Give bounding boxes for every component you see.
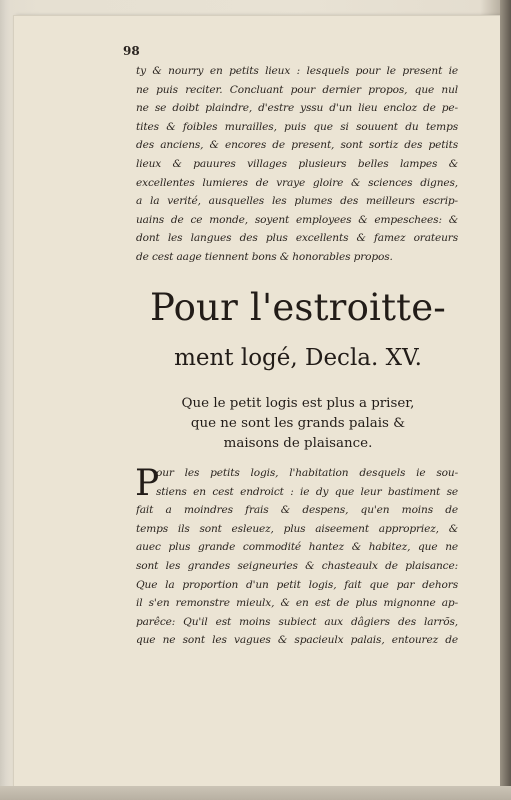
heading-line-1: Pour l'estroitte- (149, 286, 447, 329)
text-line: fait a moindres frais & despens, qu'en moins de (136, 504, 458, 517)
text-line: ne puis reciter. Concluant pour dernier propos, que nul (136, 83, 458, 96)
text-line: ty & nourry en petits lieux : lesquels pour le present ie (136, 65, 458, 77)
text-line: our les petits logis, l'habitation desquels ie sou- (156, 467, 458, 479)
text-line: tites & foibles murailles, puis que si souuent du temps (136, 120, 458, 133)
paragraph-1 (136, 62, 458, 267)
text-line: a la verité, ausquelles les plumes des meilleurs escrip- (136, 195, 458, 208)
subtitle-line: maisons de plaisance. (223, 436, 373, 451)
text-line: il s'en remonstre mieulx, & en est de plus mignonne ap- (136, 597, 458, 610)
text-line: que ne sont les vagues & spacieulx palais, entourez de (136, 634, 458, 647)
page-number: 98 (123, 44, 140, 58)
text-line: stiens en cest endroict : ie dy que leur bastiment se (156, 485, 458, 498)
text-line: dont les langues des plus excellents & famez orateurs (136, 232, 458, 245)
book-fore-edge (500, 0, 511, 800)
chapter-subtitle (138, 394, 458, 454)
text-line: uains de ce monde, soyent employees & empeschees: & (136, 213, 458, 226)
chapter-heading (138, 286, 458, 374)
text-line: lieux & pauures villages plusieurs belles lampes & (136, 157, 458, 170)
text-line: de cest aage tiennent bons & honorables propos. (136, 250, 393, 263)
heading-line-2: ment logé, Decla. XV. (174, 345, 422, 371)
text-line: auec plus grande commodité hantez & habitez, que ne (136, 541, 458, 554)
text-line: temps ils sont esleuez, plus aiseement appropriez, & (136, 522, 458, 535)
text-line: parêce: Qu'il est moins subiect aux dâgiers des larrõs, (136, 615, 458, 628)
subtitle-line: Que le petit logis est plus a priser, (181, 396, 415, 411)
drop-capital: P (135, 463, 160, 504)
paragraph-2 (136, 464, 458, 650)
text-line: Que la proportion d'un petit logis, fait que par dehors (136, 578, 458, 591)
page-bottom-shadow (0, 786, 511, 800)
text-line: ne se doibt plaindre, d'estre yssu d'un lieu encloz de pe- (136, 102, 458, 115)
subtitle-line: que ne sont les grands palais & (190, 416, 406, 431)
text-line: sont les grandes seigneuries & chasteaulx de plaisance: (136, 559, 458, 572)
text-line: des anciens, & encores de present, sont sortiz des petits (136, 139, 458, 152)
text-line: excellentes lumieres de vraye gloire & sciences dignes, (136, 176, 458, 189)
